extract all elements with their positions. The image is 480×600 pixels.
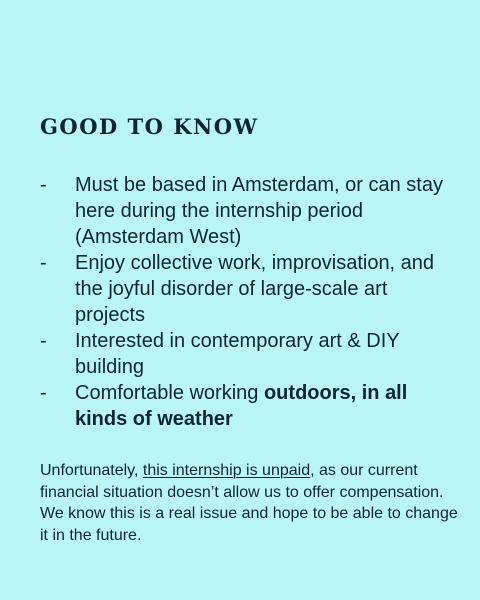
list-item-text-bold: outdoors, in all kinds of weather [75, 382, 408, 430]
list-item [40, 328, 450, 380]
list-item-text: Enjoy collective work, improvisation, and the joyful disorder of large-scale art projects [75, 252, 435, 326]
list-item [40, 172, 450, 250]
list-item [40, 250, 450, 328]
list-item-text [75, 380, 450, 432]
section-heading: GOOD TO KNOW [40, 114, 259, 139]
bullet-dash: - [40, 382, 47, 404]
list-item-text: Must be based in Amsterdam, or can stay here during the internship period (Amsterdam West) [75, 174, 443, 248]
bullet-dash: - [40, 174, 47, 196]
bullet-dash: - [40, 252, 47, 274]
requirements-list [40, 172, 450, 432]
unpaid-note [40, 460, 460, 546]
bullet-dash: - [40, 330, 47, 352]
list-item-text-plain: Comfortable working [75, 382, 264, 404]
note-lead: Unfortunately, [40, 462, 143, 479]
note-underlined: this internship is unpaid [142, 462, 311, 479]
list-item [40, 380, 450, 432]
list-item-text: Interested in contemporary art & DIY building [75, 330, 400, 378]
note-rest: , as our current financial situation doesn’t allow us to offer compensation. We know this is a real issue and hope to be able to change it in the future. [40, 462, 458, 544]
